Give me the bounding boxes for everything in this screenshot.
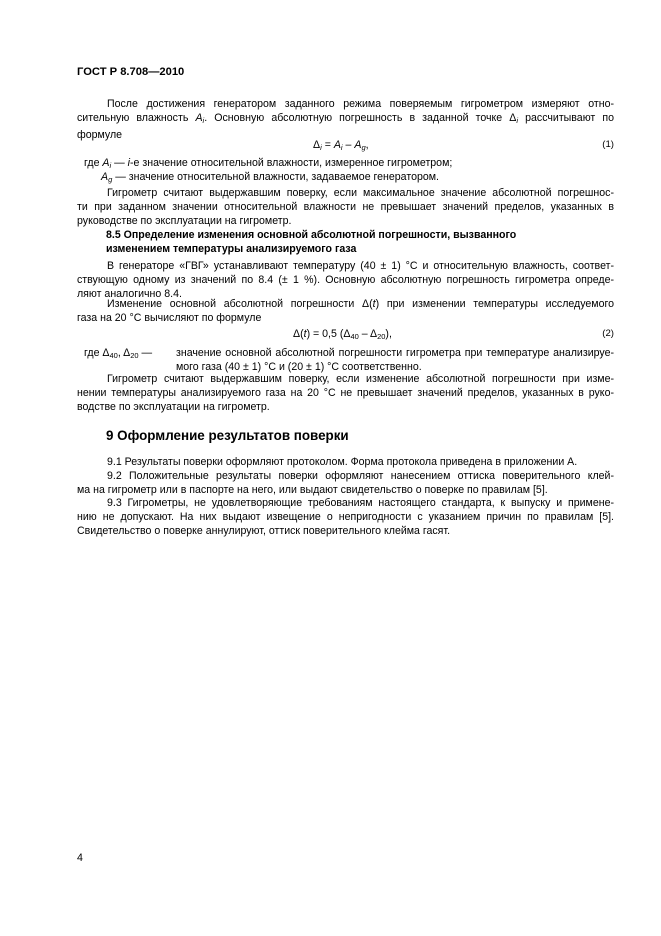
text-line: руководстве по эксплуатации на гигрометр. <box>77 215 292 227</box>
formula-2-number: (2) <box>602 328 614 339</box>
text-line: Свидетельство о поверке аннулируют, оттиск поверительного клейма гасят. <box>77 525 451 537</box>
text-line: 9.3 Гигрометры, не удовлетворяющие требованиям настоящего стандарта, к выпуску и примене- <box>107 497 614 509</box>
text-line: нию не допускают. На них выдают извещение о непригодности с указанием причин по правилам [5]. <box>77 511 614 523</box>
text-line: мого газа (40 ± 1) °С и (20 ± 1) °С соответственно. <box>176 361 422 373</box>
text-line: ти при заданном значении относительной влажности не превышает значений пределов, указанных в <box>77 201 614 213</box>
page-number: 4 <box>77 852 83 864</box>
where-line-1: где $A_i$ — i-е значение относительной влажности, измеренное гигрометром; <box>84 157 453 170</box>
text-line: значение основной абсолютной погрешности гигрометра при температуре анализируе- <box>176 347 614 359</box>
formula-2: Δ(t) = 0,5 $(\Delta_{40} - \Delta_{20})$, <box>293 328 392 341</box>
section-8-5-heading: 8.5 Определение изменения основной абсолютной погрешности, вызванного изменением температуры анализируемого газа <box>106 229 517 255</box>
text-line: 9.2 Положительные результаты поверки оформляют нанесением оттиска поверительного клей- <box>107 470 614 482</box>
text-line: 9.1 Результаты поверки оформляют протоколом. Форма протокола приведена в приложении А. <box>107 456 578 468</box>
text-line: формуле <box>77 129 123 141</box>
text-line: нении температуры анализируемого газа на 20 °С не превышает значений пределов, указанных в руко- <box>77 387 614 399</box>
section-9-heading: 9 Оформление результатов поверки <box>106 428 349 443</box>
text-line: В генераторе «ГВГ» устанавливают температуру (40 ± 1) °С и относительную влажность, соответ- <box>107 260 614 272</box>
where-symbols: где $\Delta_{40}$, $\Delta_{20}$ — <box>84 347 153 360</box>
text-line: водстве по эксплуатации на гигрометр. <box>77 401 270 413</box>
paragraph-3 <box>77 259 614 301</box>
text-line: газа на 20 °С вычисляют по формуле <box>77 312 262 324</box>
text-line: Гигрометр считают выдержавшим поверку, если максимальное значение абсолютной погрешнос- <box>107 187 614 199</box>
formula-1-number: (1) <box>602 139 614 150</box>
paragraph-9-3 <box>77 496 614 538</box>
text-line: сительную влажность $A_i$. Основную абсолютную погрешность в заданной точке $\Delta_i$ рассчитывают по <box>77 112 614 125</box>
where-line-2: $A_g$ — значение относительной влажности, задаваемое генератором. <box>101 171 439 184</box>
text-line: Гигрометр считают выдержавшим поверку, если изменение абсолютной погрешности при изме- <box>107 373 614 385</box>
text-line: ствующую одному из значений по 8.4 (± 1 %). Основную абсолютную погрешность гигрометра опреде- <box>77 274 614 286</box>
document-header: ГОСТ Р 8.708—2010 <box>77 66 185 78</box>
paragraph-9-1 <box>77 455 614 469</box>
paragraph-4 <box>77 297 614 325</box>
text-line: Изменение основной абсолютной погрешности Δ(t) при изменении температуры исследуемого <box>107 298 614 310</box>
paragraph-9-2 <box>77 469 614 497</box>
text-line: После достижения генератором заданного режима поверяемым гигрометром измеряют отно- <box>107 98 614 110</box>
paragraph-2 <box>77 186 614 228</box>
paragraph-1 <box>77 97 614 142</box>
text-line: ляют аналогично 8.4. <box>77 288 182 300</box>
where-2-description <box>176 346 614 374</box>
paragraph-5 <box>77 372 614 414</box>
text-line: ма на гигрометр или в паспорте на него, или выдают свидетельство о поверке по правилам [5]. <box>77 484 548 496</box>
formula-1: $\Delta_i = A_i - A_g$, <box>313 139 369 152</box>
